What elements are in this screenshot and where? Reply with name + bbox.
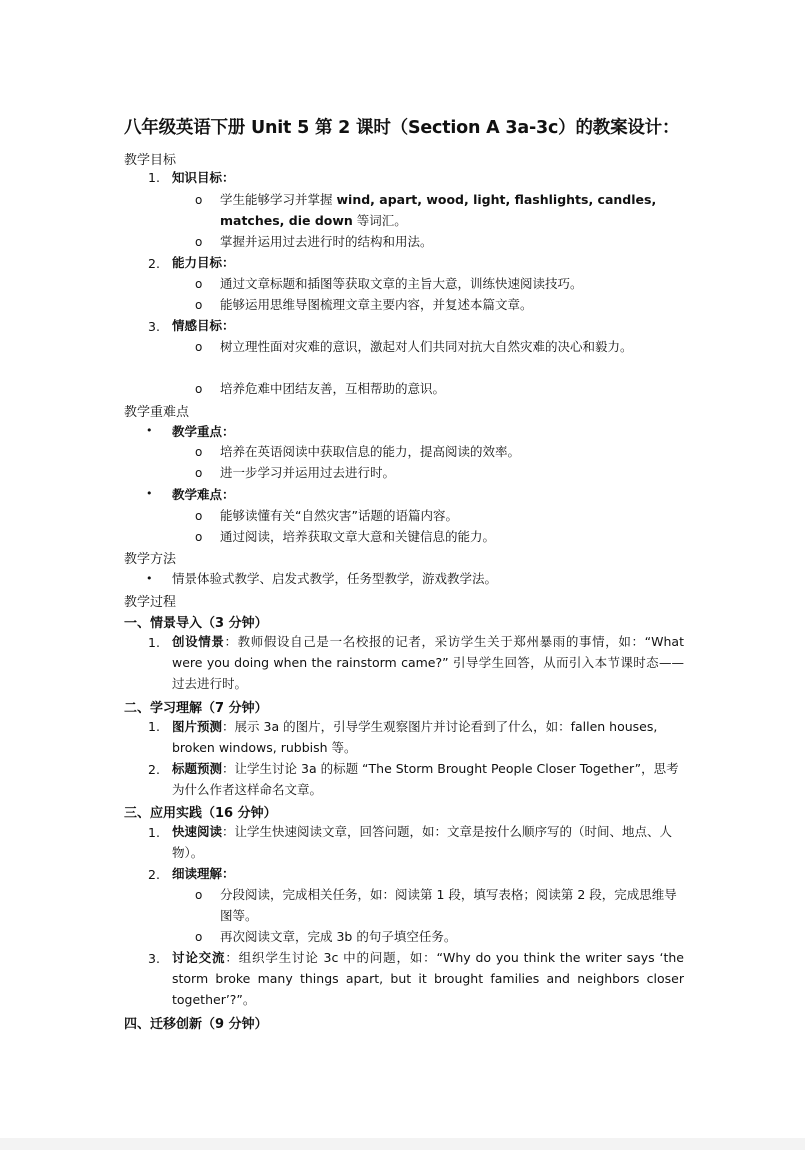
part3-item-2-label: 细读理解：	[172, 866, 235, 881]
document-title: 八年级英语下册 Unit 5 第 2 课时（Section A 3a-3c）的教案设计：	[124, 118, 680, 138]
emotion-objective-label: 情感目标：	[172, 318, 235, 333]
part4-heading: 四、迁移创新（9 分钟）	[124, 1017, 268, 1032]
knowledge-item-vocabulary: 学生能够学习并掌握 wind, apart, wood, light, flashlights, candles, matches, die down 等词汇。	[220, 192, 657, 228]
focus-label: 教学重点：	[172, 424, 235, 439]
circle-bullet-icon: o	[195, 930, 203, 944]
circle-bullet-icon: o	[195, 445, 203, 459]
part1-item-1: 创设情景：教师假设自己是一名校报的记者，采访学生关于郑州暴雨的事情，如：“What were you doing when the rainstorm came?” 引导学生回答，从而引入本节课时态——过去进行时。	[172, 634, 684, 691]
part2-item-1: 图片预测：展示 3a 的图片，引导学生观察图片并讨论看到了什么，如：fallen houses, broken windows, rubbish 等。	[172, 719, 658, 755]
list-number: 1.	[148, 635, 160, 650]
focus-item-2: 进一步学习并运用过去进行时。	[220, 465, 396, 480]
part3-subitem-1: 分段阅读，完成相关任务，如：阅读第 1 段，填写表格；阅读第 2 段，完成思维导图等。	[220, 887, 677, 923]
circle-bullet-icon: o	[195, 888, 203, 902]
focus-item-1: 培养在英语阅读中获取信息的能力，提高阅读的效率。	[220, 444, 521, 459]
keypoints-heading: 教学重难点	[124, 405, 190, 420]
circle-bullet-icon: o	[195, 382, 203, 396]
ability-objective-label: 能力目标：	[172, 255, 235, 270]
circle-bullet-icon: o	[195, 466, 203, 480]
difficulty-item-1: 能够读懂有关“自然灾害”话题的语篇内容。	[220, 508, 458, 523]
emotion-item-1: 树立理性面对灾难的意识，激起对人们共同对抗大自然灾难的决心和毅力。	[220, 339, 633, 354]
knowledge-item-grammar: 掌握并运用过去进行时的结构和用法。	[220, 234, 433, 249]
disc-bullet-icon: •	[146, 487, 153, 500]
difficulty-label: 教学难点：	[172, 487, 235, 502]
part3-subitem-2: 再次阅读文章，完成 3b 的句子填空任务。	[220, 929, 457, 944]
part3-item-3: 讨论交流：组织学生讨论 3c 中的问题，如：“Why do you think the writer says ‘the storm broke many things apart, but it brought families and neighbors closer together’?”。	[172, 950, 684, 1007]
objectives-heading: 教学目标	[124, 153, 177, 168]
circle-bullet-icon: o	[195, 193, 203, 207]
part3-heading: 三、应用实践（16 分钟）	[124, 806, 277, 821]
ability-item-2: 能够运用思维导图梳理文章主要内容，并复述本篇文章。	[220, 297, 533, 312]
methods-heading: 教学方法	[124, 552, 177, 567]
circle-bullet-icon: o	[195, 340, 203, 354]
part1-heading: 一、情景导入（3 分钟）	[124, 616, 268, 631]
list-number: 3.	[148, 951, 160, 966]
circle-bullet-icon: o	[195, 277, 203, 291]
page-bottom-edge	[0, 1138, 805, 1150]
circle-bullet-icon: o	[195, 530, 203, 544]
part2-heading: 二、学习理解（7 分钟）	[124, 701, 268, 716]
part2-item-2: 标题预测：让学生讨论 3a 的标题 “The Storm Brought People Closer Together”，思考为什么作者这样命名文章。	[172, 761, 679, 797]
process-heading: 教学过程	[124, 595, 177, 610]
list-number: 1.	[148, 170, 160, 185]
ability-item-1: 通过文章标题和插图等获取文章的主旨大意，训练快速阅读技巧。	[220, 276, 583, 291]
list-number: 1.	[148, 825, 160, 840]
list-number: 2.	[148, 867, 160, 882]
circle-bullet-icon: o	[195, 235, 203, 249]
list-number: 2.	[148, 256, 160, 271]
knowledge-objective-label: 知识目标：	[172, 170, 235, 185]
emotion-item-2: 培养危难中团结友善，互相帮助的意识。	[220, 381, 446, 396]
list-number: 1.	[148, 719, 160, 734]
list-number: 3.	[148, 319, 160, 334]
circle-bullet-icon: o	[195, 509, 203, 523]
part3-item-1: 快速阅读：让学生快速阅读文章，回答问题，如：文章是按什么顺序写的（时间、地点、人物）。	[172, 824, 673, 860]
disc-bullet-icon: •	[146, 424, 153, 437]
circle-bullet-icon: o	[195, 298, 203, 312]
disc-bullet-icon: •	[146, 572, 153, 585]
difficulty-item-2: 通过阅读，培养获取文章大意和关键信息的能力。	[220, 529, 496, 544]
methods-item: 情景体验式教学、启发式教学，任务型教学，游戏教学法。	[172, 571, 498, 586]
list-number: 2.	[148, 762, 160, 777]
